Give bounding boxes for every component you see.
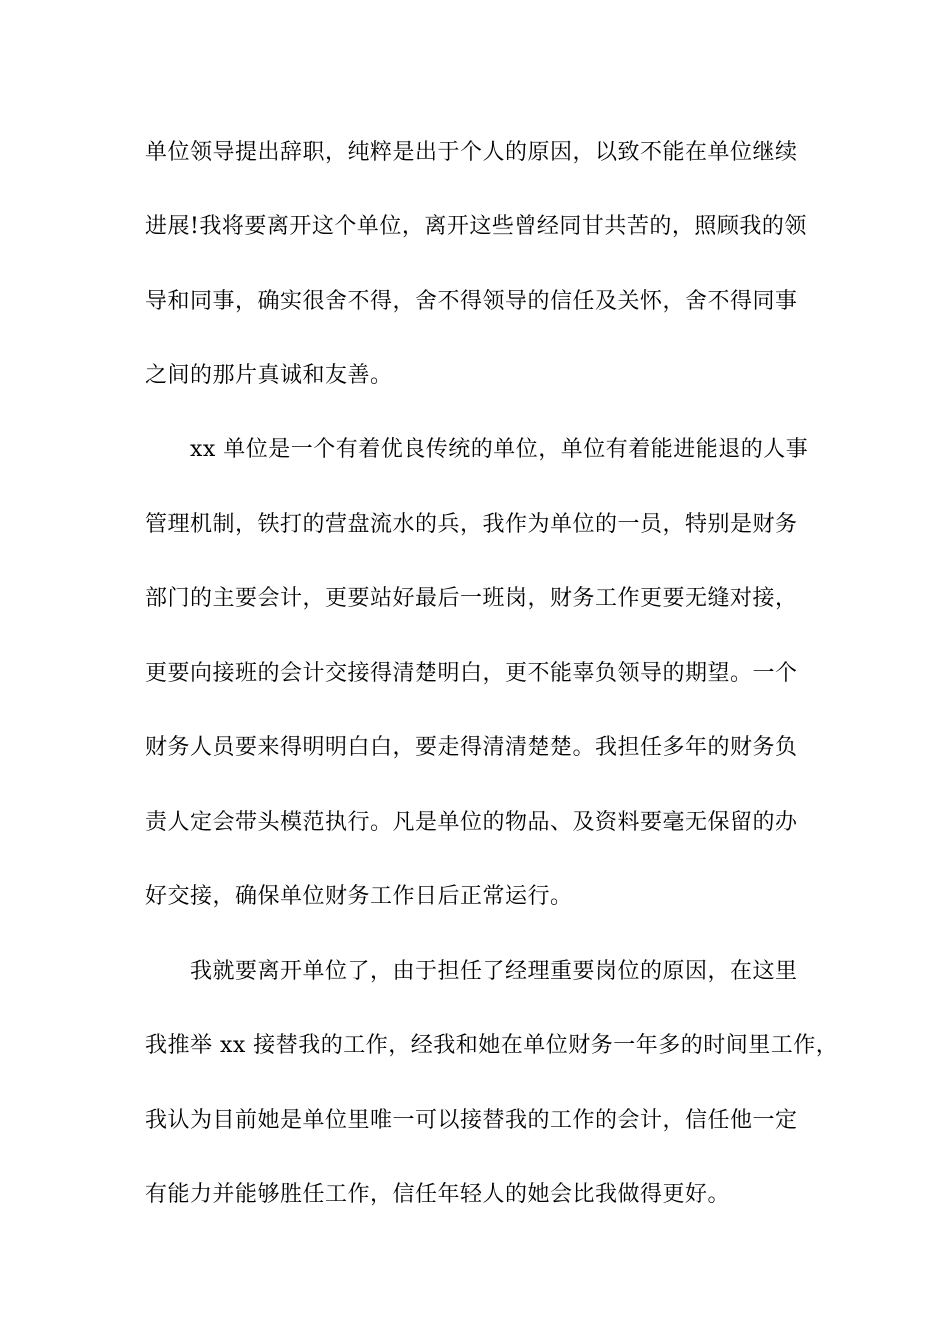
text-line: 部门的主要会计，更要站好最后一班岗，财务工作更要无缝对接，: [145, 586, 798, 611]
text-line: 进展!我将要离开这个单位，离开这些曾经同甘共苦的，照顾我的领: [145, 214, 807, 239]
text-line: 之间的那片真诚和友善。: [145, 363, 393, 388]
text-line: 有能力并能够胜任工作，信任年轻人的她会比我做得更好。: [145, 1182, 731, 1207]
text-line: 更要向接班的会计交接得清楚明白，更不能辜负领导的期望。一个: [145, 661, 798, 686]
text-line: 责人定会带头模范执行。凡是单位的物品、及资料要毫无保留的办: [145, 810, 798, 835]
text-line: xx 单位是一个有着优良传统的单位，单位有着能进能退的人事: [190, 437, 809, 462]
text-line: 好交接，确保单位财务工作日后正常运行。: [145, 884, 573, 909]
text-line: 我认为目前她是单位里唯一可以接替我的工作的会计，信任他一定: [145, 1108, 798, 1133]
text-line: 管理机制，铁打的营盘流水的兵，我作为单位的一员，特别是财务: [145, 512, 798, 537]
text-line: 我就要离开单位了，由于担任了经理重要岗位的原因，在这里: [190, 959, 798, 984]
text-line: 我推举 xx 接替我的工作，经我和她在单位财务一年多的时间里工作，: [145, 1033, 839, 1058]
text-line: 单位领导提出辞职，纯粹是出于个人的原因，以致不能在单位继续: [145, 140, 798, 165]
text-line: 财务人员要来得明明白白，要走得清清楚楚。我担任多年的财务负: [145, 735, 798, 760]
text-line: 导和同事，确实很舍不得，舍不得领导的信任及关怀，舍不得同事: [145, 289, 798, 314]
